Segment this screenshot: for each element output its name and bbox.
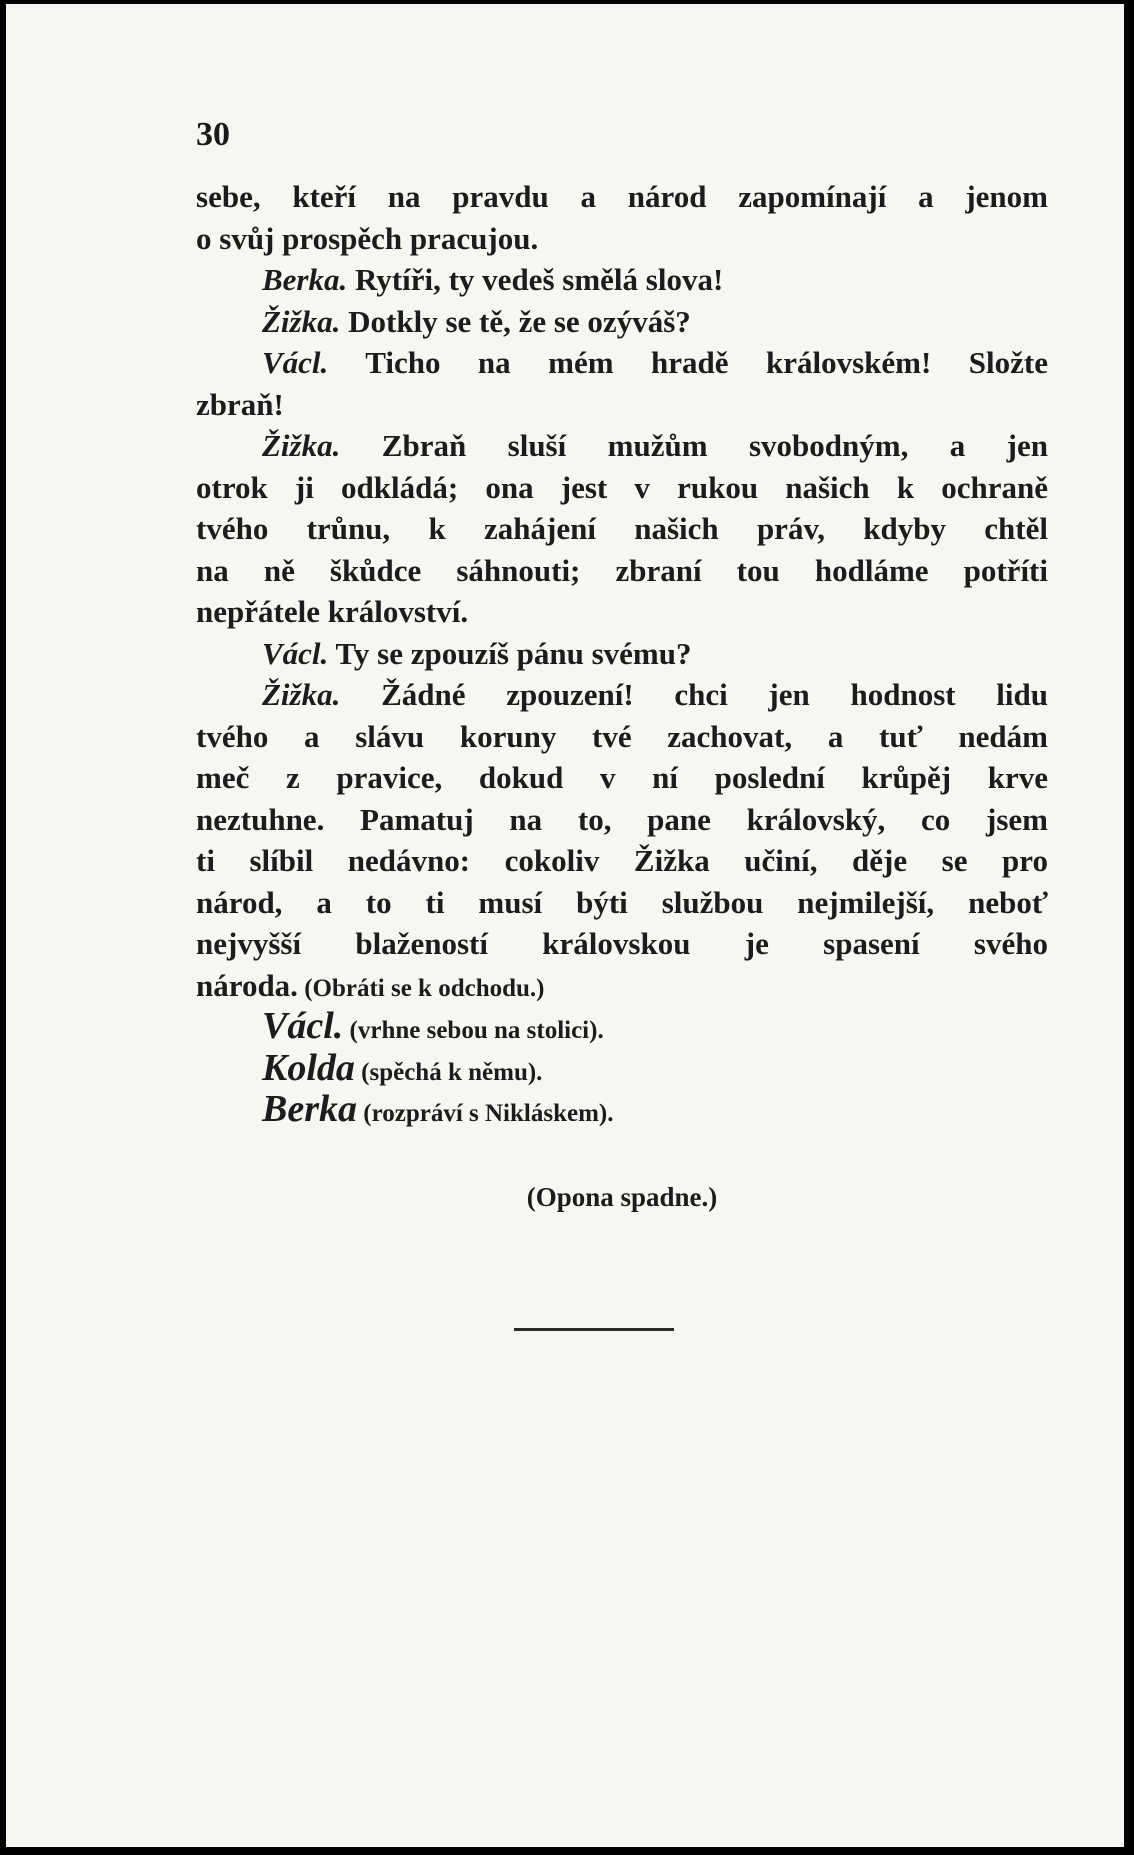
text-line: meč z pravice, dokud v ní poslední krůpěj krve — [196, 760, 1048, 795]
text-line: tvého a slávu koruny tvé zachovat, a tuť nedám — [196, 718, 1048, 754]
speaker-name: Berka — [262, 1088, 357, 1130]
dialogue-line — [196, 342, 1048, 384]
speaker-name: Žižka. — [262, 303, 341, 339]
dialogue-line — [196, 425, 1048, 467]
dialogue-text: Ty se zpouzíš pánu svému? — [328, 635, 692, 671]
stage-line — [196, 1089, 1048, 1131]
stage-line — [196, 1006, 1048, 1048]
text-line: národ, a to ti musí býti službou nejmilejší, neboť — [196, 884, 1048, 920]
dialogue-text: Rytíři, ty vedeš smělá slova! — [347, 262, 724, 297]
speaker-name: Václ. — [262, 635, 329, 671]
text-line: tvého trůnu, k zahájení našich práv, kdyby chtěl — [196, 511, 1048, 546]
dialogue-text: Zbraň sluší mužům svobodným, a jen — [340, 428, 1048, 463]
dialogue-text: Žádné zpouzení! chci jen hodnost lidu — [340, 677, 1048, 712]
speaker-name: Berka. — [262, 262, 348, 297]
speaker-name: Kolda — [262, 1046, 355, 1089]
dialogue-line — [196, 259, 1048, 301]
speaker-name: Václ. — [262, 345, 329, 380]
stage-direction: (spěchá k němu). — [354, 1058, 543, 1086]
dialogue-line — [196, 633, 1048, 675]
stage-direction: (vrhne sebou na stolici). — [343, 1017, 604, 1044]
text-line: nejvyšší blažeností královskou je spasení svého — [196, 926, 1048, 961]
speaker-name: Václ. — [262, 1005, 344, 1047]
curtain-direction: (Opona spadne.) — [526, 1182, 718, 1212]
stage-line — [196, 1048, 1048, 1090]
speaker-name: Žižka. — [262, 677, 341, 712]
stage-direction: (rozpráví s Nikláskem). — [357, 1100, 614, 1127]
text-line: ti slíbil nedávno: cokoliv Žižka učiní, děje se pro — [196, 843, 1048, 878]
dialogue-text: Ticho na mém hradě královském! Složte — [328, 345, 1048, 380]
text-line: neztuhne. Pamatuj na to, pane královský, co jsem — [196, 801, 1048, 837]
page-number: 30 — [196, 116, 230, 153]
dialogue-line — [196, 301, 1048, 343]
end-rule — [514, 1328, 674, 1331]
text-line: o svůj prospěch pracujou. — [196, 220, 539, 256]
text-line: zbraň! — [196, 386, 284, 422]
book-page — [6, 4, 1124, 1847]
speaker-name: Žižka. — [262, 428, 341, 463]
dialogue-line — [196, 674, 1048, 716]
dialogue-text: Dotkly se tě, že se ozýváš? — [340, 303, 691, 339]
text-line: sebe, kteří na pravdu a národ zapomínají a jenom — [196, 179, 1048, 214]
text-line: národa. (Obráti se k odchodu.) — [196, 967, 545, 1003]
stage-direction: (Obráti se k odchodu.) — [297, 974, 545, 1002]
text-line: na ně škůdce sáhnouti; zbraní tou hodláme potříti — [196, 552, 1048, 588]
page-text — [196, 176, 1048, 1131]
text-line: otrok ji odkládá; ona jest v rukou našich k ochraně — [196, 469, 1048, 505]
text-line: nepřátele království. — [196, 594, 469, 629]
